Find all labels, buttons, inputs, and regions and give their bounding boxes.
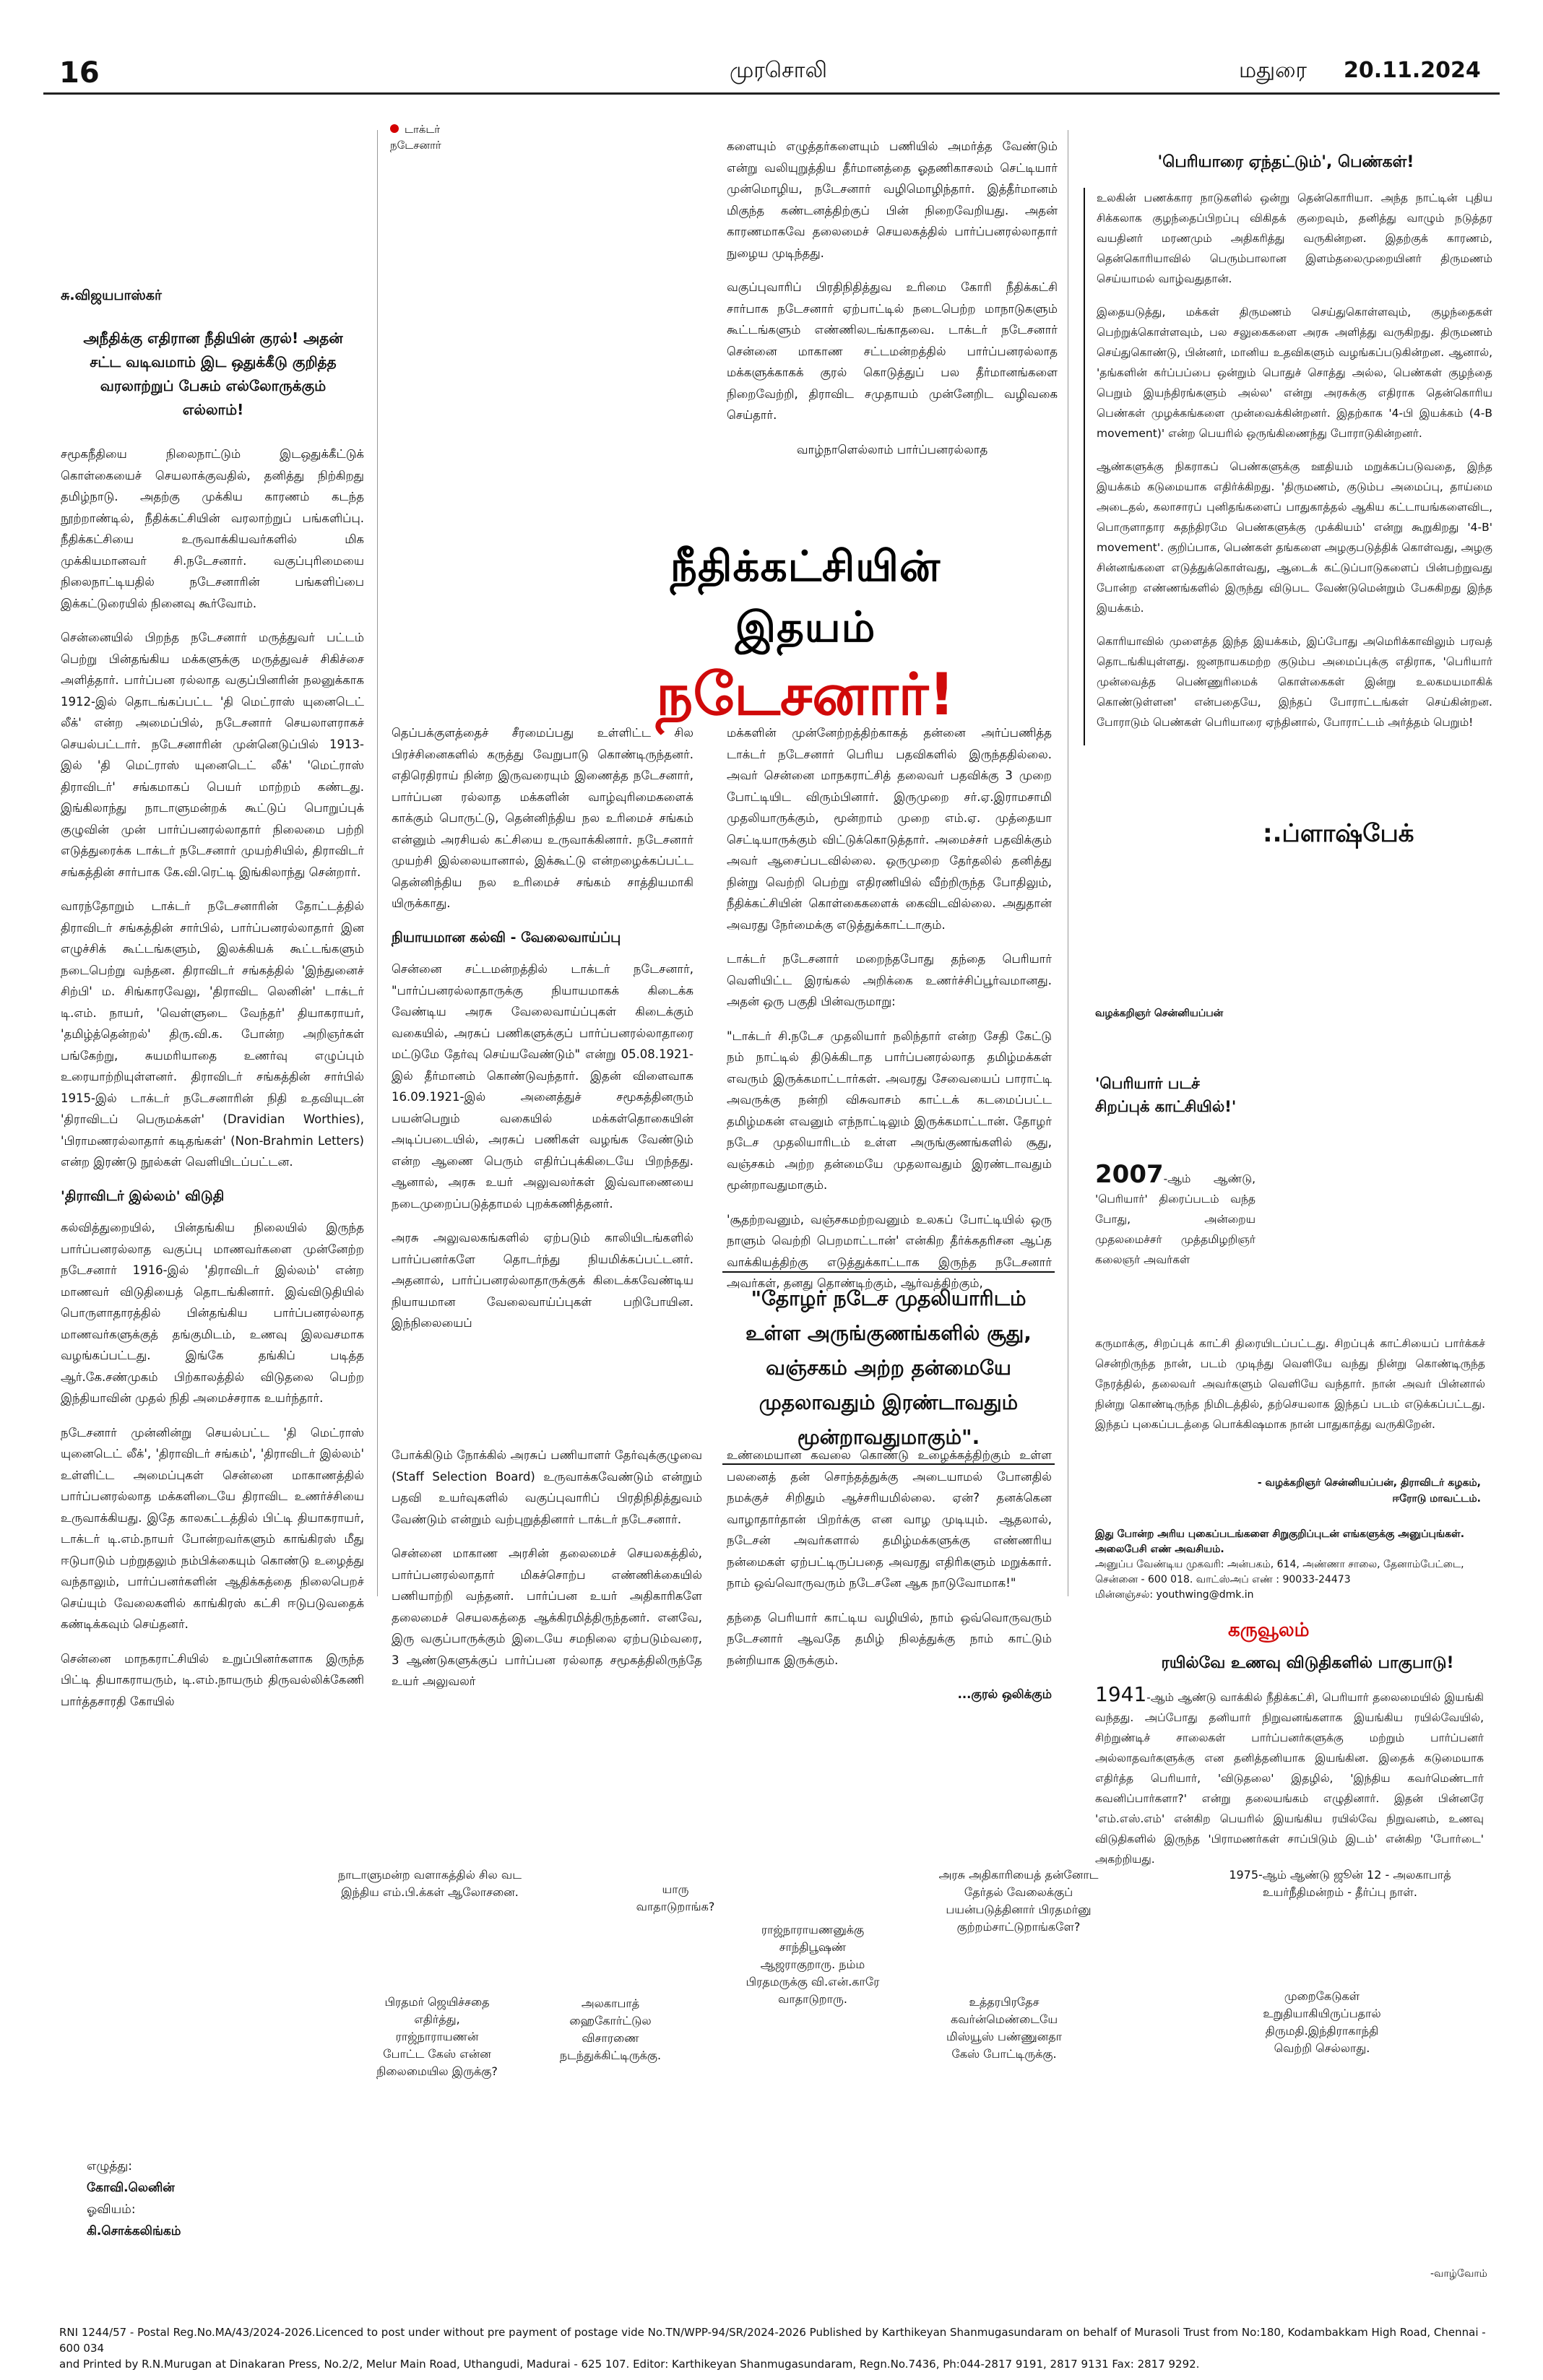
imprint	[59, 2324, 1490, 2372]
appeal-text: இது போன்ற அரிய புகைப்படங்களை சிறுகுறிப்புடன் எங்களுக்கு அனுப்புங்கள். அலைபேசி எண் அவசியம்.	[1095, 1528, 1465, 1555]
speech-balloon: நாடாளுமன்ற வளாகத்தில் சில வட இந்திய எம்.பி.க்கள் ஆலோசனை.	[338, 1868, 522, 1899]
paragraph: சென்னையில் பிறந்த நடேசனார் மருத்துவர் பட்டம் பெற்று பின்தங்கிய மக்களுக்கு மருத்துவச் சிகிச்சை அளித்தார். பார்ப்பன ரல்லாத வகுப்பினரின் நலனுக்காக 1912-இல் தொடங்கப்பட்ட 'தி மெட்ராஸ் யுனைடெட் லீக்' என்ற அமைப்பில், நடேசனார் செயலாளராகச் செயல்பட்டார். நடேசனாரின் முன்னெடுப்பில் 1913-இல் 'தி மெட்ராஸ் யுனைடெட் லீக்' 'மெட்ராஸ் திராவிடர்' சங்கமாகப் பெயர் மாற்றம் கண்டது. இங்கிலாந்து நாடாளுமன்றக் கூட்டுப் பொறுப்புக் குழுவின் முன் பார்ப்பனரல்லாதார் நிலைமை பற்றி எடுத்துரைக்க டாக்டர் நடேசனார் முயற்சியில், திராவிடர் சங்கத்தின் சார்பாக கே.வி.ரெட்டி இங்கிலாந்து சென்றார்.	[61, 631, 364, 879]
paragraph: சென்னை சட்டமன்றத்தில் டாக்டர் நடேசனார், "பார்ப்பனரல்லாதாருக்கு நியாயமாகக் கிடைக்க வேண்டிய அரசு வேலைவாய்ப்புகள் கிடைக்கும் வகையில், அரசுப் பணிகளுக்குப் பார்ப்பனரல்லாதாரை மட்டுமே தேர்வு செய்யவேண்டும்" என்று 05.08.1921-இல் தீர்மானம் கொண்டுவந்தார். இதன் விளைவாக 16.09.1921-இல் அனைத்துச் சமூகத்தினரும் பயன்பெறும் வகையில் மக்கள்தொகையின் அடிப்படையில், அரசுப் பணிகள் வழங்க வேண்டும் என்ற ஆணை பெரும் எதிர்ப்புக்கிடையே பிறந்தது. ஆனால், அரசு உயர் அலுவலர்கள் இவ்வாணையை நடைமுறைப்படுத்தாமல் புறக்கணித்தனர்.	[392, 962, 693, 1211]
flashback-signature: - வழக்கறிஞர் சென்னியப்பன், திராவிடர் கழகம், ஈரோடு மாவட்டம்.	[1257, 1477, 1481, 1505]
paragraph: உண்மையான கவலை கொண்டு உழைக்கத்திற்கும் உள்ள பலனைத் தன் சொந்தத்துக்கு அடையாமல் போனதில் நமக்குச் சிறிதும் ஆச்சரியமில்லை. ஏன்? தனக்கென வாழாதார்தான் பிறர்க்கு என வாழ முடியும். ஆதலால், நடேசன் அவர்களால் தமிழ்மக்களுக்கு எண்ணரிய நன்மைகள் ஏற்பட்டிருப்பதை அவரது எதிரிகளும் மறுக்கார். நாம் ஒவ்வொருவரும் நடேசனே ஆக நாடுவோமாக!"	[727, 1448, 1052, 1590]
newspaper-name: முரசொலி	[730, 58, 827, 83]
paragraph: கொரியாவில் முளைத்த இந்த இயக்கம், இப்போது அமெரிக்காவிலும் பரவத் தொடங்கியுள்ளது. ஜனநாயகமற்ற குடும்ப அமைப்புக்கு எதிராக, 'பெரியார் முன்வைத்த பெண்ணுரிமைக் கொள்கைகள் இன்று உலகமயமாகிக் கொண்டுள்ளன' என்பதையே, இந்தப் போராட்டங்கள் செய்கின்றன. போராடும் பெண்கள் பெரியாரை ஏந்தினால், போராட்டம் அர்த்தம் பெறும்!	[1097, 635, 1492, 729]
paragraph: மக்களின் முன்னேற்றத்திற்காகத் தன்னை அர்ப்பணித்த டாக்டர் நடேசனார் பெரிய பதவிகளில் இருந்ததில்லை. அவர் சென்னை மாநகராட்சித் தலைவர் பதவிக்கு 3 முறை போட்டியிட விரும்பினார். இருமுறை சர்.ஏ.இராமசாமி முதலியாருக்கும், மூன்றாம் முறை எம்.ஏ. முத்தையா செட்டியாருக்கும் விட்டுக்கொடுத்தார். அமைச்சர் பதவிக்கும் அவர் ஆசைப்படவில்லை. ஒருமுறை தேர்தலில் தனித்து நின்று வெற்றி பெற்று எதிரணியில் வீற்றிருந்த போதிலும், நீதிக்கட்சியின் கொள்கைகளைக் கைவிடவில்லை. அதுதான் அவரது நேர்மைக்கு எடுத்துக்காட்டாகும்.	[727, 726, 1052, 932]
imprint-line-1: RNI 1244/57 - Postal Reg.No.MA/43/2024-2026.Licenced to post under without pre payment of postage vide No.TN/WPP-94/SR/2024-2026 Published by Karthikeyan Shanmugasundaram on behalf of Murasoli Trust from No:180, Kodambakkam High Road, Chennai - 600 034	[59, 2326, 1486, 2355]
page-header	[0, 0, 1543, 101]
flashback-headline: 'பெரியார் படச் சிறப்புக் காட்சியில்!'	[1095, 1075, 1237, 1115]
bullet-icon	[390, 124, 399, 133]
paragraph: தந்தை பெரியார் காட்டிய வழியில், நாம் ஒவ்வொருவரும் நடேசனார் ஆவதே தமிழ் நிலத்துக்கு நாம் காட்டும் நன்றியாக இருக்கும்.	[727, 1610, 1052, 1667]
page-number: 16	[59, 56, 100, 90]
title-line-2: இதயம்	[735, 602, 876, 652]
article-column-3b	[727, 1445, 1052, 1705]
flashback-text-2: கருமாக்கு, சிறப்புக் காட்சி திரையிடப்பட்டது. சிறப்புக் காட்சியைப் பார்க்கச் சென்றிருந்த நான், படம் முடிந்து வெளியே வந்து நின்று கொண்டிருந்த நேரத்தில், தலைவர் அவர்களும் வெளியே வந்தார். நான் அவர் பின்னால் நின்று கொண்டிருந்த நிமிடத்தில், தற்செயலாக இந்தப் படம் எடுக்கப்பட்டது. இந்தப் புகைப்படத்தை பொக்கிஷமாக நான் பாதுகாத்து வருகிறேன்.	[1095, 1337, 1485, 1431]
sidebar-article	[1084, 188, 1492, 745]
speech-balloon: முறைகேடுகள் உறுதியாகியிருப்பதால் திருமதி.இந்திராகாந்தி வெற்றி செல்லாது.	[1263, 1989, 1381, 2055]
continued-note: -வாழ்வோம்	[1430, 2268, 1487, 2280]
paragraph: வாரந்தோறும் டாக்டர் நடேசனாரின் தோட்டத்தில் திராவிடர் சங்கத்தின் சார்பில், பார்ப்பனரல்லாதார் இன எழுச்சிக் கூட்டங்களும், இலக்கியக் கூட்டங்களும் நடைபெற்று வந்தன. திராவிடர் சங்கத்தில் 'இந்துனைச் சிற்பி' ம. சிங்காரவேலு, 'திராவிட லெனின்' டாக்டர் டி.எம். நாயர், 'வெள்ளுடை வேந்தர்' தியாகராயர், 'தமிழ்த்தென்றல்' திரு.வி.க. போன்ற அறிஞர்கள் பங்கேற்று, சுயமரியாதை உணர்வு எழுப்பும் உரையாற்றியுள்ளனர். திராவிடர் சங்கத்தின் சார்பில் 1915-இல் டாக்டர் நடேசனாரின் நிதி உதவியுடன் 'திராவிடப் பெருமக்கள்' (Dravidian Worthies), 'பிராமணரல்லாதார் கடிதங்கள்' (Non-Brahmin Letters) என்ற இரண்டு நூல்கள் வெளியிடப்பட்டன.	[61, 899, 364, 1169]
speech-balloon: அலகாபாத் ஹைகோர்ட்டுல விசாரணை நடந்துக்கிட்டிருக்கு.	[559, 1996, 662, 2062]
article-title	[556, 536, 1055, 732]
flashback-year: 2007	[1095, 1160, 1164, 1189]
karuvoolam-text	[1095, 1684, 1484, 1869]
paragraph: களையும் எழுத்தர்களையும் பணியில் அமர்த்த வேண்டும் என்று வலியுறுத்திய தீர்மானத்தை ஓதணிகாசலம் செட்டியார் முன்மொழிய, நடேசனார் வழிமொழிந்தார். இத்தீர்மானம் மிகுந்த கண்டனத்திற்குப் பின் நிறைவேறியது. அதன் காரணமாகவே தலைமைச் செயலகத்தில் பார்ப்பனரல்லாதார் நுழைய முடிந்தது.	[727, 139, 1058, 260]
article-column-2b	[392, 1445, 702, 1705]
artist-name: கி.சொக்கலிங்கம்	[87, 2224, 181, 2238]
article-byline: சு.விஜயபாஸ்கர்	[61, 287, 162, 303]
photo-caption-label: டாக்டர் நடேசனார்	[390, 123, 441, 152]
article-column-3-top	[727, 136, 1058, 473]
appeal-address: அனுப்ப வேண்டிய முகவரி: அன்பகம், 614, அண்ணா சாலை, தேனாம்பேட்டை, சென்னை - 600 018. வாட்ஸ்அப் எண் : 90033-24473	[1095, 1559, 1464, 1585]
edition-city: மதுரை	[1239, 58, 1308, 83]
subheading: 'திராவிடர் இல்லம்' விடுதி	[61, 1187, 225, 1204]
speech-balloon: யாரு வாதாடுறாங்க?	[636, 1882, 715, 1913]
cartoon-credits	[87, 2155, 231, 2242]
paragraph: டாக்டர் நடேசனார் மறைந்தபோது தந்தை பெரியார் வெளியிட்ட இரங்கல் அறிக்கை உணர்ச்சிப்பூர்வமானது. அதன் ஒரு பகுதி பின்வருமாறு:	[727, 952, 1052, 1008]
flashback-lead: -ஆம் ஆண்டு, 'பெரியார்' திரைப்படம் வந்த போது, அன்றைய முதலமைச்சர் முத்தமிழறிஞர் கலைஞர் அவர்கள்	[1095, 1172, 1255, 1266]
edition-date: 20.11.2024	[1344, 58, 1481, 83]
paragraph: சமூகநீதியை நிலைநாட்டும் இடஒதுக்கீட்டுக் கொள்கையைச் செயலாக்குவதில், தனித்து நிற்கிறது தமிழ்நாடு. அதற்கு முக்கிய காரணம் கடந்த நூற்றாண்டில், நீதிக்கட்சியின் வரலாற்றுப் பங்களிப்பு. நீதிக்கட்சியை உருவாக்கியவர்களில் மிக முக்கியமானவர் சி.நடேசனார். வகுப்புரிமையை நிலைநாட்டியதில் நடேசனாரின் பங்களிப்பை இக்கட்டுரையில் நினைவு கூர்வோம்.	[61, 447, 364, 610]
speech-balloon: 1975-ஆம் ஆண்டு ஜூன் 12 - அலகாபாத் உயர்நீதிமன்றம் - தீர்ப்பு நாள்.	[1229, 1868, 1451, 1899]
article-ending: ...குரல் ஒலிக்கும்	[957, 1687, 1052, 1701]
paragraph: கல்வித்துறையில், பின்தங்கிய நிலையில் இருந்த பார்ப்பனரல்லாத வகுப்பு மாணவர்களை முன்னேற்ற நடேசனார் 1916-இல் 'திராவிடர் இல்லம்' என்ற மாணவர் விடுதியைத் தொடங்கினார். இவ்விடுதியில் பொருளாதாரத்தில் பின்தங்கிய பார்ப்பனரல்லாத மாணவர்களுக்குத் தங்குமிடம், உணவு இலவசமாக வழங்கப்பட்டது. இங்கே தங்கிப் படித்த ஆர்.கே.சண்முகம் பிற்காலத்தில் விடுதலை பெற்ற இந்தியாவின் முதல் நிதி அமைச்சராக உயர்ந்தார்.	[61, 1221, 364, 1405]
flashback-heading: :.ப்ளாஷ்பேக்	[1263, 819, 1414, 848]
paragraph: 'சூதற்றவனும், வஞ்சகமற்றவனும் உலகப் போட்டியில் ஒரு நாளும் வெற்றி பெறமாட்டான்' என்கிற தீர்க்கதரிசன ஆப்த வாக்கியத்திற்கு எடுத்துக்காட்டாக இருந்த நடேசனார் அவர்கள், தனது தொண்டிற்கும், ஆர்வத்திற்கும்,	[727, 1212, 1052, 1290]
article-intro: அநீதிக்கு எதிரான நீதியின் குரல்! அதன் சட்ட வடிவமாம் இட ஒதுக்கீடு குறித்த வரலாற்றுப் பேசும் எல்லோருக்கும் எல்லாம்!	[83, 329, 343, 418]
speech-balloon: ராஜ்நாராயணனுக்கு சாந்திபூஷண் ஆஜராகுறாரு. நம்ம பிரதமருக்கு வி.என்.காரே வாதாடுறாரு.	[745, 1923, 880, 2006]
paragraph: போக்கிடும் நோக்கில் அரசுப் பணியாளர் தேர்வுக்குழுவை (Staff Selection Board) உருவாக்கவேண்டும் என்றும் பதவி உயர்வுகளில் வகுப்புவாரிப் பிரதிநிதித்துவம் வேண்டும் என்றும் வற்புறுத்தினார் டாக்டர் நடேசனார்.	[392, 1448, 702, 1526]
paragraph: வகுப்புவாரிப் பிரதிநிதித்துவ உரிமை கோரி நீதிக்கட்சி சார்பாக நடேசனார் ஏற்பாட்டில் நடைபெற்ற மாநாடுகளும் கூட்டங்களும் எண்ணிலடங்காதவை. டாக்டர் நடேசனார் சென்னை மாகாண சட்டமன்றத்தில் பார்ப்பனரல்லாத மக்களுக்காகக் குரல் கொடுத்துப் பல தீர்மானங்களை நிறைவேற்றி, திராவிட சமுதாயம் முன்னேறிட வழிவகை செய்தார்.	[727, 280, 1058, 422]
photo-caption	[390, 121, 477, 153]
flashback-text-1	[1095, 1160, 1255, 1270]
title-line-3: நடேசனார்!	[656, 661, 955, 728]
article-column-3	[727, 722, 1052, 1307]
paragraph: உலகின் பணக்கார நாடுகளில் ஒன்று தென்கொரியா. அந்த நாட்டின் புதிய சிக்கலாக குழந்தைப்பிறப்பு விகிதக் குறைவும், தனித்து வாழும் நடுத்தர வயதினர் மரணமும் அதிகரித்து வருகின்றன. இதற்குக் காரணம், தென்கொரியாவில் பெரும்பாலான இளம்தலைமுறையினர் திருமணம் செய்யாமல் வாழ்வதுதான்.	[1097, 191, 1492, 285]
speech-balloon: பிரதமர் ஜெயிச்சதை எதிர்த்து, ராஜ்நாராயணன் போட்ட கேஸ் என்ன நிலைமையில இருக்கு?	[376, 1995, 498, 2078]
speech-balloon: உத்தரபிரதேச கவர்ன்மெண்டையே மிஸ்யூஸ் பண்ணுனதா கேஸ் போட்டிருக்கு.	[946, 1995, 1063, 2061]
photo-appeal	[1095, 1527, 1478, 1603]
column-divider	[377, 130, 378, 1596]
paragraph: ஆண்களுக்கு நிகராகப் பெண்களுக்கு ஊதியம் மறுக்கப்படுவதை, இந்த இயக்கம் கடுமையாக எதிர்க்கிறது. 'திருமணம், குடும்ப அமைப்பு, தாய்மை அடைதல், கலாசாரப் புனிதங்களைப் பாதுகாத்தல் ஆகிய கட்டாயங்களைவிட, பொருளாதார சுதந்திரமே பெண்களுக்கு முக்கியம்' என்று கூறுகிறது '4-B' movement'. குறிப்பாக, பெண்கள் தங்களை அழகுபடுத்திக் கொள்வது, அழகு சின்னங்களை எடுத்துக்கொள்வது, ஆடைக் கட்டுப்பாடுகளைப் பின்பற்றுவது போன்ற எண்ணங்களில் இருந்து விடுபட வேண்டுமென்றும் பேசுகிறது இந்த இயக்கம்.	[1097, 460, 1492, 615]
cartoon-strip	[0, 1864, 1543, 2311]
artist-label: ஓவியம்:	[87, 2202, 136, 2217]
flashback-author: வழக்கறிஞர் சென்னியப்பன்	[1095, 1008, 1224, 1019]
speech-balloon: அரசு அதிகாரியைத் தன்னோட தேர்தல் வேலைக்குப் பயன்படுத்தினார் பிரதமர்னு குற்றம்சாட்டுறாங்களே?	[938, 1868, 1099, 1934]
imprint-line-2: and Printed by R.N.Murugan at Dinakaran Press, No.2/2, Melur Main Road, Uthangudi, Madurai - 625 107. Editor: Karthikeyan Shanmugasundaram, Regn.No.7436, Ph:044-2817 9191, 2817 9131 Fax: 2817 9292.	[59, 2358, 1200, 2371]
article-column-2	[392, 722, 693, 1347]
subheading: நியாயமான கல்வி - வேலைவாய்ப்பு	[392, 929, 621, 945]
pull-quote: "தோழர் நடேச முதலியாரிடம் உள்ள அருங்குணங்களில் சூது, வஞ்சகம் அற்ற தன்மையே முதலாவதும் இரண்டாவதும் மூன்றாவதுமாகும்".	[722, 1271, 1055, 1465]
karuvoolam-body: -ஆம் ஆண்டு வாக்கில் நீதிக்கட்சி, பெரியார் தலைமையில் இயங்கி வந்தது. அப்போது தனியார் நிறுவனங்களாக இயங்கிய ரயில்வேயில், சிற்றுண்டிச் சாலைகள் பார்ப்பனர்களுக்கு மற்றும் பார்ப்பனர் அல்லாதவர்களுக்கு என தனித்தனியாக இயங்கின. இதைக் கடுமையாக எதிர்த்த பெரியார், 'விடுதலை' இதழில், 'இந்திய கவர்மெண்டார் கவனிப்பார்களா?' என்று தலையங்கம் எழுதினார். இதன் பின்னரே 'எம்.எஸ்.எம்' என்கிற பெயரில் இயங்கிய ரயில்வே நிறுவனம், உணவு விடுதிகளில் இருந்த 'பிராமணர்கள் சாப்பிடும் இடம்' என்கிற 'போர்டை' அகற்றியது.	[1095, 1691, 1484, 1866]
title-line-1: நீதிக்கட்சியின்	[670, 542, 941, 591]
paragraph: சென்னை மாகாண அரசின் தலைமைச் செயலகத்தில், பார்ப்பனரல்லாதார் மிகச்சொற்ப எண்ணிக்கையில் பணியாற்றி வந்தனர். பார்ப்பன உயர் அதிகாரிகளே தலைமைச் செயலகத்தை ஆக்கிரமித்திருந்தனர். எனவே, இரு வகுப்பாருக்கும் இடையே சமநிலை ஏற்படும்வரை, 3 ஆண்டுகளுக்குப் பார்ப்பன ரல்லாத சமூகத்திலிருந்தே உயர் அலுவலர்	[392, 1546, 702, 1688]
paragraph: "டாக்டர் சி.நடேச முதலியார் நலிந்தார் என்ற சேதி கேட்டு நம் நாட்டில் திடுக்கிடாத பார்ப்பனரல்லாத தமிழ்மக்கள் எவரும் இருக்கமாட்டார்கள். அவரது சேவையைப் பாராட்டி அவருக்கு நன்றி விசுவாசம் காட்டக் கடமைப்பட்ட தமிழ்மகன் எவனும் எந்நாட்டிலும் இருக்கமாட்டான். தோழர் நடேச முதலியாரிடம் உள்ள அருங்குணங்களில் சூது, வஞ்சகம் அற்ற தன்மையே முதலாவதும் இரண்டாவதும் மூன்றாவதுமாகும்.	[727, 1029, 1052, 1192]
paragraph: அரசு அலுவலகங்களில் ஏற்படும் காலியிடங்களில் பார்ப்பனர்களே தொடர்ந்து நியமிக்கப்பட்டனர். அதனால், பார்ப்பனரல்லாதாருக்குக் கிடைக்கவேண்டிய நியாயமான வேலைவாய்ப்புகள் பறிபோயின. இந்நிலையைப்	[392, 1231, 693, 1330]
sidebar-headline: 'பெரியாரை ஏந்தட்டும்', பெண்கள்!	[1157, 153, 1414, 171]
writer-name: கோவி.லெனின்	[87, 2181, 175, 2195]
paragraph: வாழ்நாளெல்லாம் பார்ப்பனரல்லாத	[796, 442, 988, 456]
paragraph: இதையடுத்து, மக்கள் திருமணம் செய்துகொள்ளவும், குழந்தைகள் பெற்றுக்கொள்ளவும், பல சலுகைகளை அரசு அளித்து வருகிறது. திருமணம் செய்துகொண்டு, பின்னர், மானிய உதவிகளும் வழங்கப்படுகின்றன. ஆனால், 'தங்களின் கர்ப்பப்பை ஒன்றும் பொதுச் சொத்து அல்ல, பெண்கள் குழந்தை பெறும் இயந்திரங்களும் அல்ல' என்று அரசுக்கு எதிராக தென்கொரிய பெண்கள் முழக்கங்களை முன்வைக்கின்றனர். இதற்காக '4-பி இயக்கம் (4-B movement)' என்ற பெயரில் ஒருங்கிணைந்து போராடுகின்றனர்.	[1097, 306, 1492, 440]
appeal-email: மின்னஞ்சல்: youthwing@dmk.in	[1095, 1589, 1254, 1601]
karuvoolam-subheading: ரயில்வே உணவு விடுதிகளில் பாகுபாடு!	[1161, 1654, 1454, 1672]
writer-label: எழுத்து:	[87, 2159, 132, 2173]
article-column-1	[61, 443, 364, 1725]
paragraph: சென்னை மாநகராட்சியில் உறுப்பினர்களாக இருந்த பிட்டி தியாகராயரும், டி.எம்.நாயரும் திருவல்லிக்கேணி பார்த்தசாரதி கோயில்	[61, 1651, 364, 1708]
paragraph: நடேசனார் முன்னின்று செயல்பட்ட 'தி மெட்ராஸ் யுனைடெட் லீக்', 'திராவிடர் சங்கம்', 'திராவிடர் இல்லம்' உள்ளிட்ட அமைப்புகள் சென்னை மாகாணத்தில் பார்ப்பனரல்லாத மக்களிடையே திராவிட உணர்ச்சியை உருவாக்கியது. இதே காலகட்டத்தில் பிட்டி தியாகராயர், டாக்டர் டி.எம்.நாயர் போன்றவர்களும் காங்கிரஸ் மீது ஈடுபாடும் பற்றுதலும் நம்பிக்கையும் கொண்டு உழைத்து வந்தாலும், பார்ப்பனர்களின் ஆதிக்கத்தை நிலைபெறச் செய்யும் வேலைகளில் காங்கிரஸ் கட்சி ஈடுபடுவதைக் கண்டிக்கவும் செய்தனர்.	[61, 1425, 364, 1631]
karuvoolam-heading: கருவூலம்	[1228, 1619, 1310, 1641]
header-rule	[43, 92, 1500, 95]
paragraph: தெப்பக்குளத்தைச் சீரமைப்பது உள்ளிட்ட சில பிரச்சினைகளில் கருத்து வேறுபாடு கொண்டிருந்தனர். எதிரெதிராய் நின்ற இருவரையும் இணைத்த நடேசனார், பார்ப்பன ரல்லாத மக்களின் வாழ்வுரிமைகளைக் காக்கும் பொருட்டு, தென்னிந்திய நல உரிமைச் சங்கம் என்னும் அரசியல் கட்சியை உருவாக்கினார். நடேசனார் முயற்சி இல்லையானால், இக்கூட்டு என்றழைக்கப்பட்ட தென்னிந்திய நல உரிமைச் சங்கம் சாத்தியமாகி யிருக்காது.	[392, 726, 693, 910]
karuvoolam-year: 1941	[1095, 1682, 1147, 1706]
